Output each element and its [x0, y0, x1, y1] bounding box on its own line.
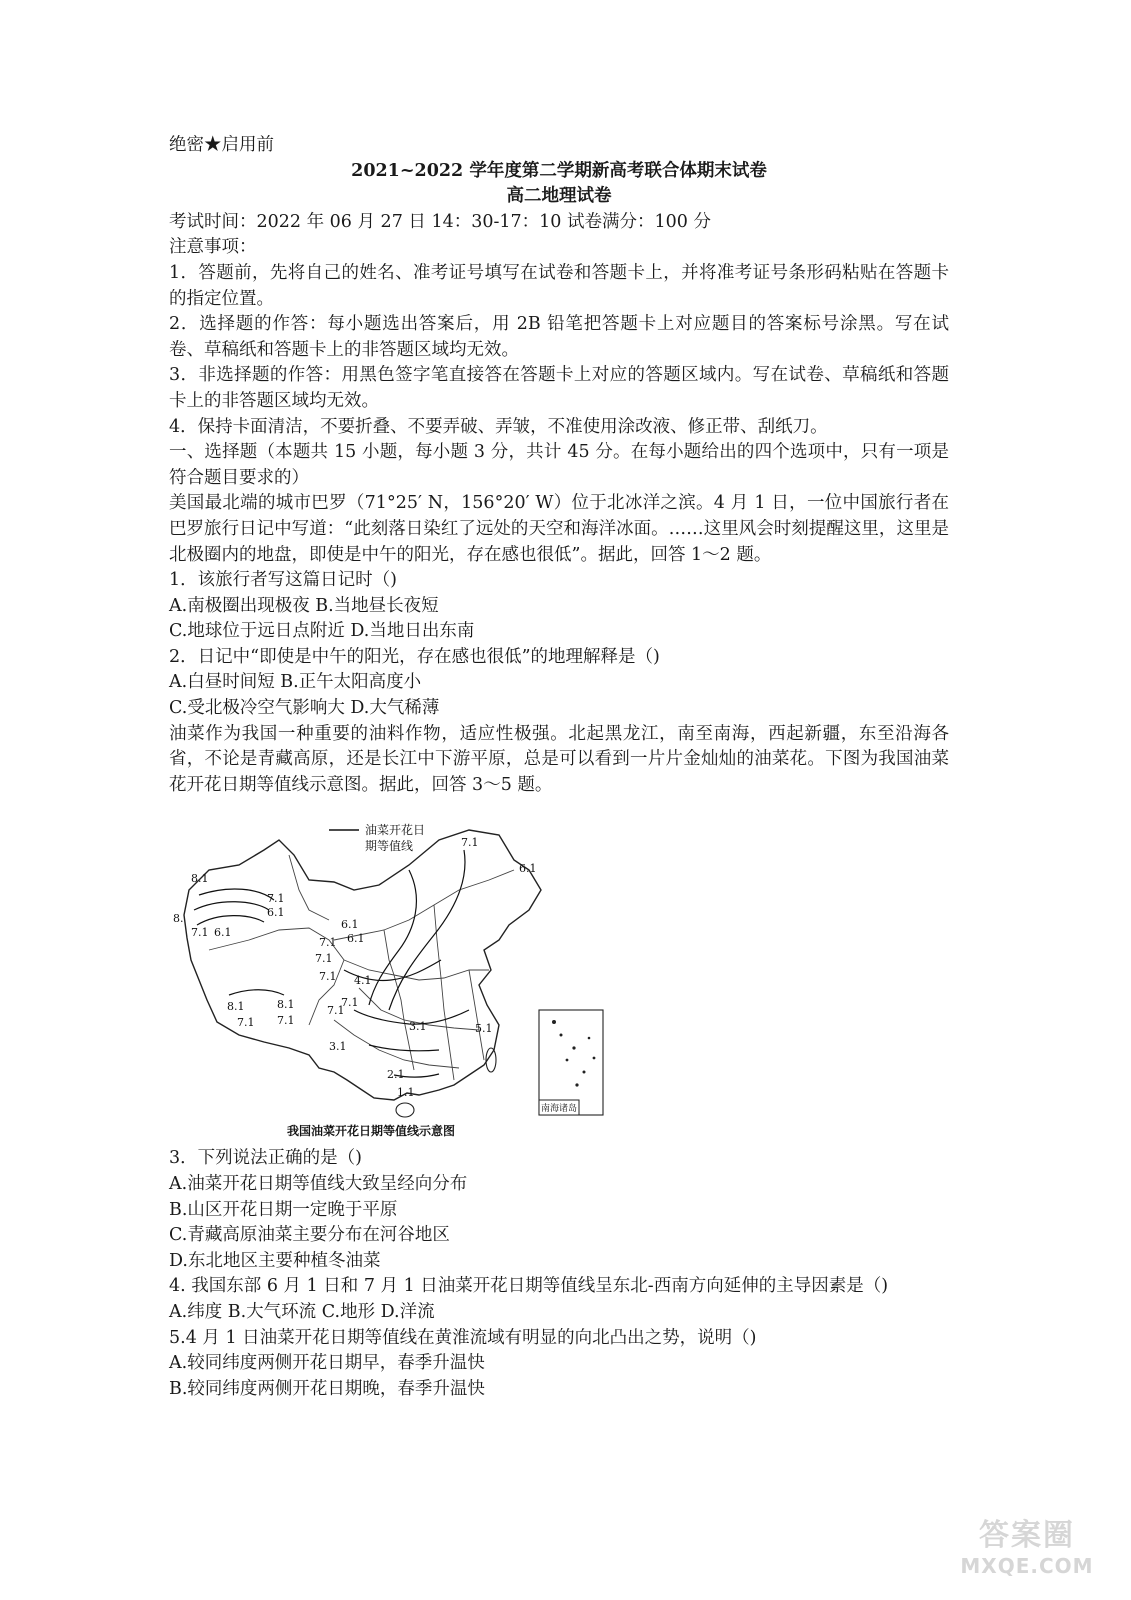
exam-content: [169, 133, 949, 1402]
question-2-options: C.受北极冷空气影响大 D.大气稀薄: [169, 698, 440, 719]
isoline-label: 7.1: [461, 836, 479, 850]
question-3-option: A.油菜开花日期等值线大致呈经向分布: [169, 1174, 468, 1195]
isoline: [229, 990, 284, 995]
note-item: 1．答题前，先将自己的姓名、准考证号填写在试卷和答题卡上，并将准考证号条形码粘贴在答题卡的指定位置。: [169, 262, 949, 309]
isoline-label: 6.1: [519, 862, 537, 876]
exam-subtitle: 高二地理试卷: [506, 186, 612, 207]
isoline-label: 8.1: [227, 1000, 245, 1014]
watermark-logo: 答案圈: [979, 1518, 1075, 1553]
rapeseed-bloom-map: [169, 810, 609, 1140]
province-boundary: [289, 855, 329, 920]
question-1-options: A.南极圈出现极夜 B.当地昼长夜短: [169, 595, 439, 616]
china-map-figure: [169, 810, 609, 1140]
isoline: [197, 916, 264, 925]
isoline-label: 8.: [173, 912, 184, 926]
isoline-label: 7.1: [341, 996, 359, 1010]
note-item: 4．保持卡面清洁，不要折叠、不要弄破、弄皱，不准使用涂改液、修正带、刮纸刀。: [169, 416, 828, 437]
question-3-option: D.东北地区主要种植冬油菜: [169, 1250, 381, 1271]
isoline-label: 8.1: [191, 872, 209, 886]
isoline: [369, 870, 416, 1005]
exam-info: 考试时间：2022 年 06 月 27 日 14：30-17：10 试卷满分：100 分: [169, 211, 711, 232]
question-4-stem: 4. 我国东部 6 月 1 日和 7 月 1 日油菜开花日期等值线呈东北-西南方向延伸的主导因素是（): [169, 1276, 889, 1297]
isoline-label: 2.1: [387, 1068, 405, 1082]
notes-heading: 注意事项：: [169, 237, 257, 258]
question-5-stem: 5.4 月 1 日油菜开花日期等值线在黄淮流域有明显的向北凸出之势，说明（): [169, 1327, 757, 1348]
watermark-url: MXQE.COM: [960, 1554, 1094, 1578]
isoline-label: 8.1: [277, 998, 295, 1012]
isoline: [389, 850, 465, 1010]
province-boundary: [334, 870, 514, 940]
inset-label: 南海诸岛: [541, 1104, 578, 1115]
question-1-options: C.地球位于远日点附近 D.当地日出东南: [169, 621, 475, 642]
south-sea-inset: [539, 1010, 603, 1115]
isoline-label: 6.1: [214, 926, 232, 940]
isoline-label: 6.1: [341, 918, 359, 932]
isoline-label: 3.1: [409, 1020, 427, 1034]
isoline-label: 7.1: [315, 952, 333, 966]
question-5-option: B.较同纬度两侧开花日期晚，春季升温快: [169, 1378, 485, 1399]
isoline-label: 4.1: [354, 974, 372, 988]
isoline-label: 6.1: [347, 932, 365, 946]
isoline-label: 7.1: [277, 1014, 295, 1028]
isoline-label: 7.1: [319, 970, 337, 984]
hainan-island: [396, 1103, 414, 1117]
section-heading: 一、选择题（本题共 15 小题，每小题 3 分，共计 45 分。在每小题给出的四个选项中，只有一项是符合题目要求的）: [169, 442, 949, 488]
confidential-mark: 绝密★启用前: [169, 135, 274, 155]
note-item: 2．选择题的作答：每小题选出答案后，用 2B 铅笔把答题卡上对应题目的答案标号涂黑。写在试卷、草稿纸和答题卡上的非答题区域均无效。: [169, 314, 949, 360]
legend-text: 期等值线: [365, 839, 414, 854]
province-boundary: [334, 1020, 459, 1068]
isoline: [199, 889, 274, 900]
isoline-label: 1.1: [397, 1086, 415, 1100]
inset-islands: [552, 1020, 595, 1087]
map-caption: 我国油菜开花日期等值线示意图: [287, 1124, 456, 1139]
site-watermark: [957, 1510, 1097, 1578]
china-outline: [184, 830, 541, 1100]
isoline-label: 7.1: [327, 1004, 345, 1018]
question-3-option: C.青藏高原油菜主要分布在河谷地区: [169, 1225, 450, 1246]
question-2-options: A.白昼时间短 B.正午太阳高度小: [169, 672, 422, 693]
question-3-stem: 3．下列说法正确的是（): [169, 1148, 362, 1169]
question-3-option: B.山区开花日期一定晚于平原: [169, 1199, 398, 1220]
note-item: 3．非选择题的作答：用黑色签字笔直接答在答题卡上对应的答题区域内。写在试卷、草稿纸和答题卡上的非答题区域均无效。: [169, 365, 949, 411]
passage-rapeseed: 油菜作为我国一种重要的油料作物，适应性极强。北起黑龙江，南至南海，西起新疆，东至沿海各省，不论是青藏高原，还是长江中下游平原，总是可以看到一片片金灿灿的油菜花。下图为我国油菜花开花日期等值线示意图。据此，回答 3～5 题。: [169, 723, 949, 795]
exam-title: 2021~2022 学年度第二学期新高考联合体期末试卷: [351, 160, 767, 181]
isoline-label: 6.1: [267, 906, 285, 920]
isoline-label: 7.1: [237, 1016, 255, 1030]
isoline-label: 7.1: [267, 892, 285, 906]
question-1-stem: 1．该旅行者写这篇日记时（): [169, 570, 397, 591]
isoline-label: 5.1: [475, 1022, 493, 1036]
question-2-stem: 2．日记中“即使是中午的阳光，存在感也很低”的地理解释是（): [169, 646, 660, 667]
province-boundary: [469, 970, 484, 1060]
passage-barrow: 美国最北端的城市巴罗（71°25′ N，156°20′ W）位于北冰洋之滨。4 月 1 日，一位中国旅行者在巴罗旅行日记中写道：“此刻落日染红了远处的天空和海洋冰面。……这里风会时刻提醒这里，这里是北极圈内的地盘，即使是中午的阳光，存在感也很低”。据此，回答 1～2 题。: [169, 493, 949, 565]
question-4-options: A.纬度 B.大气环流 C.地形 D.洋流: [169, 1302, 435, 1322]
isoline-label: 7.1: [319, 936, 337, 950]
isoline-label: 7.1: [191, 926, 209, 940]
isoline-labels: [173, 836, 537, 1099]
isoline: [194, 902, 269, 910]
isoline-label: 3.1: [329, 1040, 347, 1054]
legend-text: 油菜开花日: [365, 823, 426, 838]
question-5-option: A.较同纬度两侧开花日期早，春季升温快: [169, 1353, 485, 1374]
